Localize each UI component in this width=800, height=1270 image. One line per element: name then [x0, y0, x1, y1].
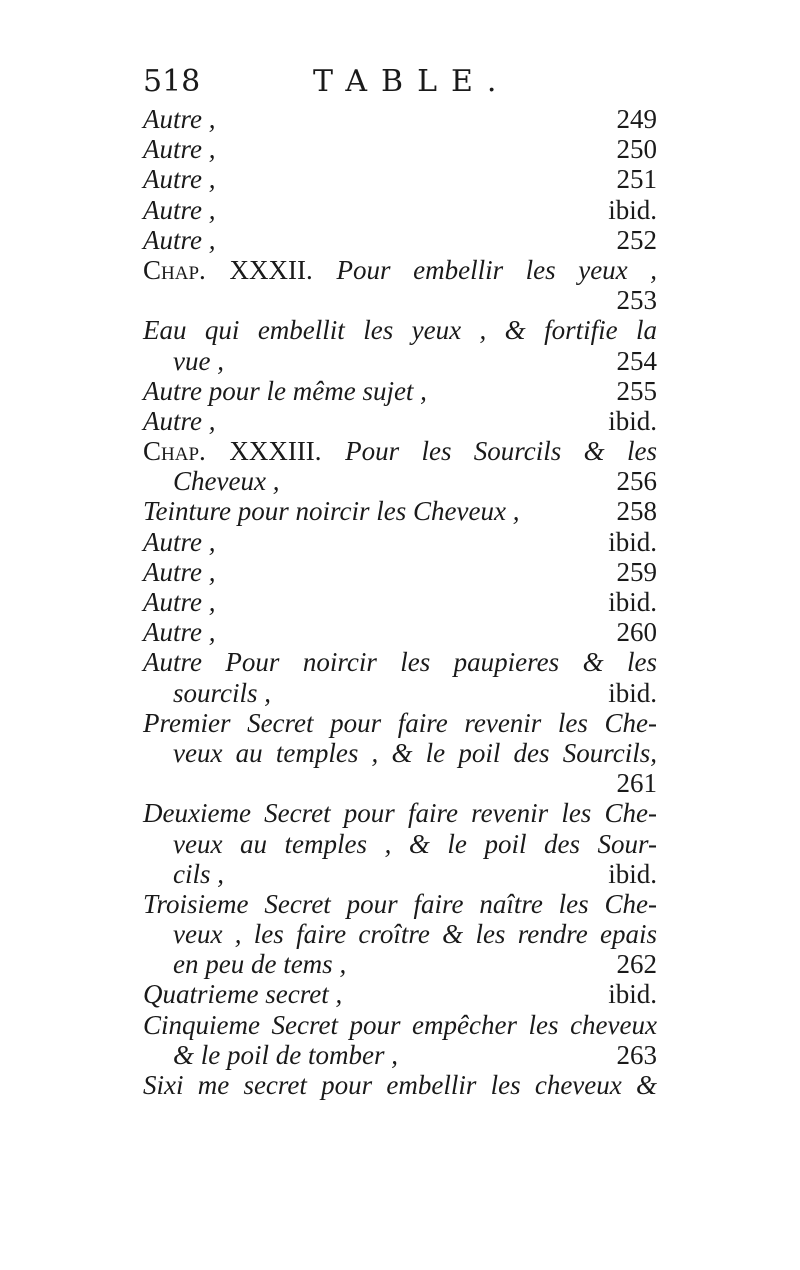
toc-entry	[143, 889, 657, 980]
entry-last-line	[143, 1040, 657, 1070]
entry-title-line: Autre Pour noircir les paupieres & les	[143, 647, 657, 678]
chapter-heading	[143, 436, 657, 466]
entry-title-line: Premier Secret pour faire revenir les Che-	[143, 707, 657, 738]
toc-entry	[143, 527, 657, 557]
toc-entry	[143, 798, 657, 889]
entry-title-line: & le poil de tomber ,	[173, 1039, 398, 1070]
entry-page: ibid.	[608, 587, 657, 617]
entry-title-line: Deuxieme Secret pour faire revenir les Che-	[143, 798, 657, 829]
toc-entry	[143, 708, 657, 799]
entry-title: Autre ,	[143, 164, 216, 195]
entry-title: Autre ,	[143, 405, 216, 436]
entry-title: Autre pour le même sujet ,	[143, 375, 427, 406]
entry-last-line	[143, 678, 657, 708]
entry-title: Autre ,	[143, 556, 216, 587]
entry-title-line: sourcils ,	[173, 677, 272, 708]
page-number: 518	[143, 64, 201, 99]
entry-page: 254	[616, 345, 657, 376]
entry-page: 255	[616, 375, 657, 406]
entry-title: Autre ,	[143, 587, 216, 617]
entry-title: Quatrieme secret ,	[143, 979, 343, 1010]
entry-title-line: Sixi me secret pour embellir les cheveux &	[143, 1070, 657, 1100]
chapter-label: Chap.	[143, 436, 206, 467]
entry-title-line: Cheveux ,	[173, 466, 280, 497]
page-header	[143, 64, 663, 104]
entry-last-line	[143, 949, 657, 979]
chapter-number: XXXII.	[229, 254, 313, 285]
entry-title: Teinture pour noircir les Cheveux ,	[143, 496, 520, 527]
entry-title-line: Eau qui embellit les yeux , & fortifie la	[143, 315, 657, 346]
toc-entry	[143, 164, 657, 194]
entry-page: 253	[616, 285, 657, 316]
entry-title: Autre ,	[143, 104, 216, 134]
entry-page: 260	[616, 617, 657, 648]
chapter-number: XXXIII.	[229, 436, 322, 467]
entry-page: 261	[616, 768, 657, 799]
entry-page: ibid.	[608, 526, 657, 557]
entry-title-line: veux au temples , & le poil des Sourcils,	[173, 737, 657, 768]
entry-title-line: veux au temples , & le poil des Sour-	[173, 828, 657, 859]
entry-title: Autre ,	[143, 224, 216, 255]
entry-page: ibid.	[608, 979, 657, 1010]
toc-entry	[143, 376, 657, 406]
chapter-title: Pour les Sourcils & les	[345, 436, 657, 467]
toc-entry	[143, 647, 657, 707]
entry-title-line: vue ,	[173, 345, 224, 376]
toc-entry	[143, 225, 657, 255]
entry-title: Autre ,	[143, 194, 216, 225]
entry-page: 249	[616, 104, 657, 134]
entry-page: 262	[616, 949, 657, 980]
entry-title-line: Cinquieme Secret pour empêcher les cheveux	[143, 1009, 657, 1040]
toc-entry	[143, 587, 657, 617]
entry-page: 263	[616, 1039, 657, 1070]
entry-title: Autre ,	[143, 617, 216, 648]
toc-entry	[143, 134, 657, 164]
toc-entry	[143, 104, 657, 134]
toc-entry	[143, 315, 657, 375]
entry-title-line: Troisieme Secret pour faire naître les Che-	[143, 888, 657, 919]
entry-page: 258	[616, 496, 657, 527]
chapter-heading	[143, 255, 657, 285]
entry-page: ibid.	[608, 194, 657, 225]
entry-last-line	[143, 346, 657, 376]
chapter-title: Pour embellir les yeux ,	[336, 254, 657, 285]
entry-page: ibid.	[608, 405, 657, 436]
entry-title-line: en peu de tems ,	[173, 949, 347, 980]
entry-last-line	[143, 466, 657, 496]
toc-entry	[143, 1070, 657, 1100]
chapter-label: Chap.	[143, 254, 206, 285]
entry-page: 259	[616, 556, 657, 587]
entry-page: 250	[616, 134, 657, 165]
entry-title-line: cils ,	[173, 858, 224, 889]
entry-page: 251	[616, 164, 657, 195]
entry-page: ibid.	[608, 677, 657, 708]
toc-entry	[143, 496, 657, 526]
toc-entry	[143, 406, 657, 436]
entry-page: ibid.	[608, 858, 657, 889]
toc-chapter-entry	[143, 436, 657, 496]
toc-entry	[143, 979, 657, 1009]
toc-entry	[143, 1010, 657, 1070]
entry-page: 256	[616, 466, 657, 497]
entry-title: Autre ,	[143, 526, 216, 557]
toc-entry	[143, 617, 657, 647]
entry-last-line	[143, 859, 657, 889]
entry-title-line: veux , les faire croître & les rendre epais	[173, 919, 657, 950]
entry-title: Autre ,	[143, 134, 216, 165]
table-of-contents	[143, 104, 657, 1100]
toc-entry	[143, 195, 657, 225]
toc-entry	[143, 557, 657, 587]
toc-chapter-entry	[143, 255, 657, 315]
entry-page: 252	[616, 224, 657, 255]
page-title: TABLE.	[313, 64, 511, 99]
